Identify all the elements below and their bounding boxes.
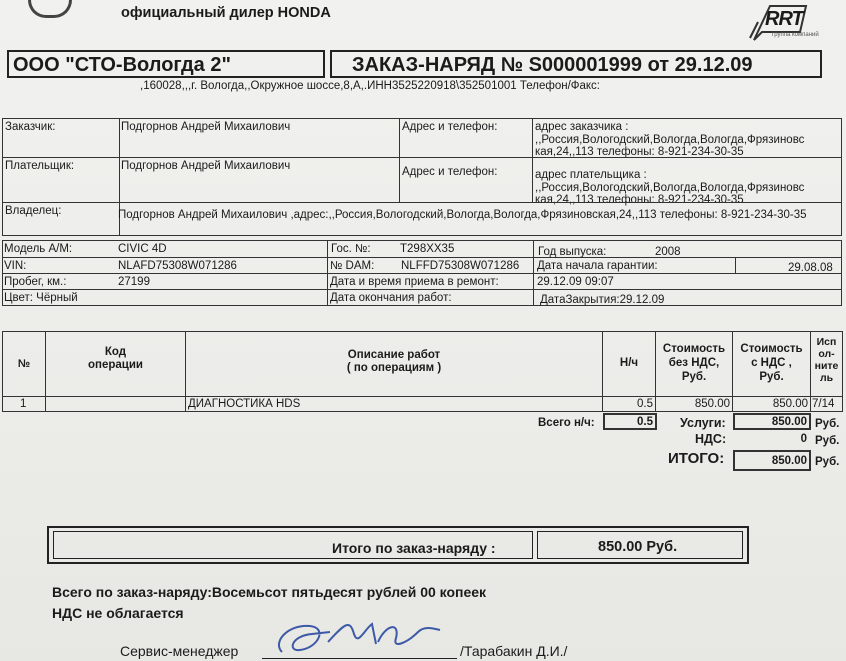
mileage-label: Пробег, км.: bbox=[4, 276, 67, 288]
manager-label: Сервис-менеджер bbox=[120, 643, 239, 659]
services-currency: Руб. bbox=[815, 418, 840, 430]
vin-label: VIN: bbox=[4, 260, 27, 272]
row-price-vat: 850.00 bbox=[772, 398, 808, 410]
year-label: Год выпуска: bbox=[538, 246, 607, 258]
signature-line bbox=[262, 658, 457, 659]
close-date: ДатаЗакрытия:29.12.09 bbox=[540, 294, 665, 306]
customer-label: Заказчик: bbox=[5, 121, 56, 133]
header-num: № bbox=[17, 358, 31, 370]
vat-currency: Руб. bbox=[815, 435, 840, 447]
dam-label: № DAM: bbox=[330, 260, 375, 272]
accept-datetime: 29.12.09 09:07 bbox=[537, 276, 614, 288]
row-divider bbox=[2, 273, 842, 274]
total-in-words: Всего по заказ-наряду:Восемьсот пятьдесят рублей 00 копеек bbox=[52, 584, 487, 600]
header-price-vat: Стоимость с НДС , Руб. bbox=[740, 343, 803, 383]
grand-total-currency: Руб. bbox=[815, 456, 840, 468]
row-num: 1 bbox=[20, 398, 27, 410]
header-code: Код операции bbox=[88, 346, 143, 371]
plate-value: T298XX35 bbox=[400, 243, 455, 255]
payer-address-label: Адрес и телефон: bbox=[402, 166, 498, 178]
owner-text: Подгорнов Андрей Михаилович ,адрес:,,Россия,Вологодский,Вологда,Вологда,Фрязиновская,24,,113 телефоны: 8-921-234-30-35 bbox=[118, 209, 807, 221]
manager-name: /Тарабакин Д.И./ bbox=[460, 643, 568, 659]
header-description: Описание работ ( по операциям ) bbox=[346, 349, 442, 374]
plate-label: Гос. №: bbox=[331, 243, 371, 255]
col-divider bbox=[735, 257, 736, 273]
table-cell bbox=[45, 396, 186, 412]
brand-logo-subtext: группа компаний bbox=[772, 32, 819, 38]
vat-note: НДС не облагается bbox=[52, 605, 184, 621]
brand-logo-text: RRT bbox=[765, 8, 803, 30]
payer-label: Плательщик: bbox=[5, 160, 75, 172]
customer-address: адрес заказчика : ,,Россия,Вологодский,Вологда,Вологда,Фрязиновс кая,24,,113 телефоны: 8-921-234-30-35 bbox=[535, 121, 805, 158]
signature-icon bbox=[268, 612, 458, 658]
services-label: Услуги: bbox=[680, 416, 726, 430]
order-total-label: Итого по заказ-наряду : bbox=[332, 540, 496, 556]
mileage-value: 27199 bbox=[118, 276, 150, 288]
row-description: ДИАГНОСТИКА HDS bbox=[188, 398, 301, 410]
model-value: CIVIC 4D bbox=[118, 243, 167, 255]
order-total-value: 850.00 Руб. bbox=[598, 539, 678, 555]
header-price-no-vat: Стоимость без НДС, Руб. bbox=[662, 343, 726, 383]
row-divider bbox=[2, 289, 842, 290]
total-hours-value: 0.5 bbox=[637, 416, 653, 428]
accept-label: Дата и время приема в ремонт: bbox=[330, 276, 499, 288]
row-divider bbox=[2, 257, 842, 258]
dealer-text: официальный дилер HONDA bbox=[121, 5, 331, 21]
warranty-start-value: 29.08.08 bbox=[788, 262, 833, 274]
row-hours: 0.5 bbox=[637, 398, 653, 410]
payer-name: Подгорнов Андрей Михаилович bbox=[121, 160, 291, 172]
vat-label: НДС: bbox=[695, 432, 727, 446]
company-name: ООО "СТО-Вологда 2" bbox=[7, 50, 325, 78]
row-price-no-vat: 850.00 bbox=[694, 398, 730, 410]
row-executor: 7/14 bbox=[812, 398, 835, 410]
payer-address: адрес плательщика : ,,Россия,Вологодский,Вологда,Вологда,Фрязиновс кая,24,,113 телефоны: 8-921-234-30-35 bbox=[535, 169, 805, 206]
color-label: Цвет: Чёрный bbox=[4, 292, 78, 304]
honda-logo-icon bbox=[28, 0, 72, 18]
warranty-start-label: Дата начала гарантии: bbox=[537, 260, 658, 272]
company-address-line: ,160028,,,г. Вологда,,Окружное шоссе,8,А,.ИНН3525220918\352501001 Телефон/Факс: bbox=[140, 80, 601, 92]
address-label: Адрес и телефон: bbox=[402, 121, 498, 133]
grand-total-value: 850.00 bbox=[771, 455, 807, 467]
document-title: ЗАКАЗ-НАРЯД № S000001999 от 29.12.09 bbox=[330, 50, 822, 78]
owner-label: Владелец: bbox=[5, 205, 62, 217]
grand-total-label: ИТОГО: bbox=[668, 450, 725, 467]
model-label: Модель А/М: bbox=[4, 243, 73, 255]
dam-value: NLFFD75308W071286 bbox=[401, 260, 520, 272]
vat-value: 0 bbox=[800, 433, 807, 445]
payer-address-label-cell bbox=[399, 157, 533, 203]
customer-name: Подгорнов Андрей Михаилович bbox=[121, 121, 291, 133]
year-value: 2008 bbox=[655, 246, 681, 258]
total-hours-label: Всего н/ч: bbox=[538, 417, 595, 429]
services-value: 850.00 bbox=[771, 416, 807, 428]
header-hours: Н/ч bbox=[619, 357, 639, 369]
end-date-label: Дата окончания работ: bbox=[330, 292, 452, 304]
vin-value: NLAFD75308W071286 bbox=[118, 260, 237, 272]
header-executor: Исп ол- ните ль bbox=[814, 336, 839, 384]
